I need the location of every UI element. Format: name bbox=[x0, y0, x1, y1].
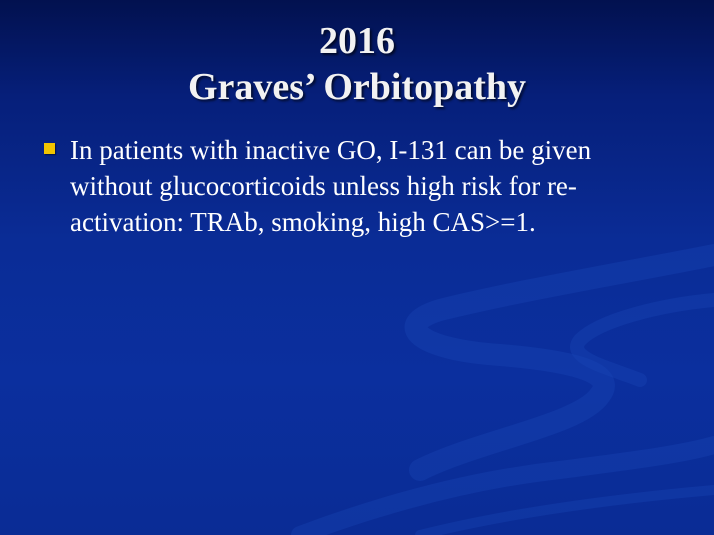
bullet-text: In patients with inactive GO, I-131 can be given without glucocorticoids unless high risk for re-activation: TRAb, smoking, high CAS>=1. bbox=[70, 135, 592, 237]
square-bullet-icon bbox=[44, 143, 55, 154]
title-year: 2016 bbox=[319, 20, 395, 62]
bullet-item bbox=[40, 132, 680, 240]
title-topic: Graves’ Orbitopathy bbox=[187, 66, 527, 108]
bullet-list bbox=[40, 132, 680, 240]
slide-title bbox=[0, 18, 714, 110]
